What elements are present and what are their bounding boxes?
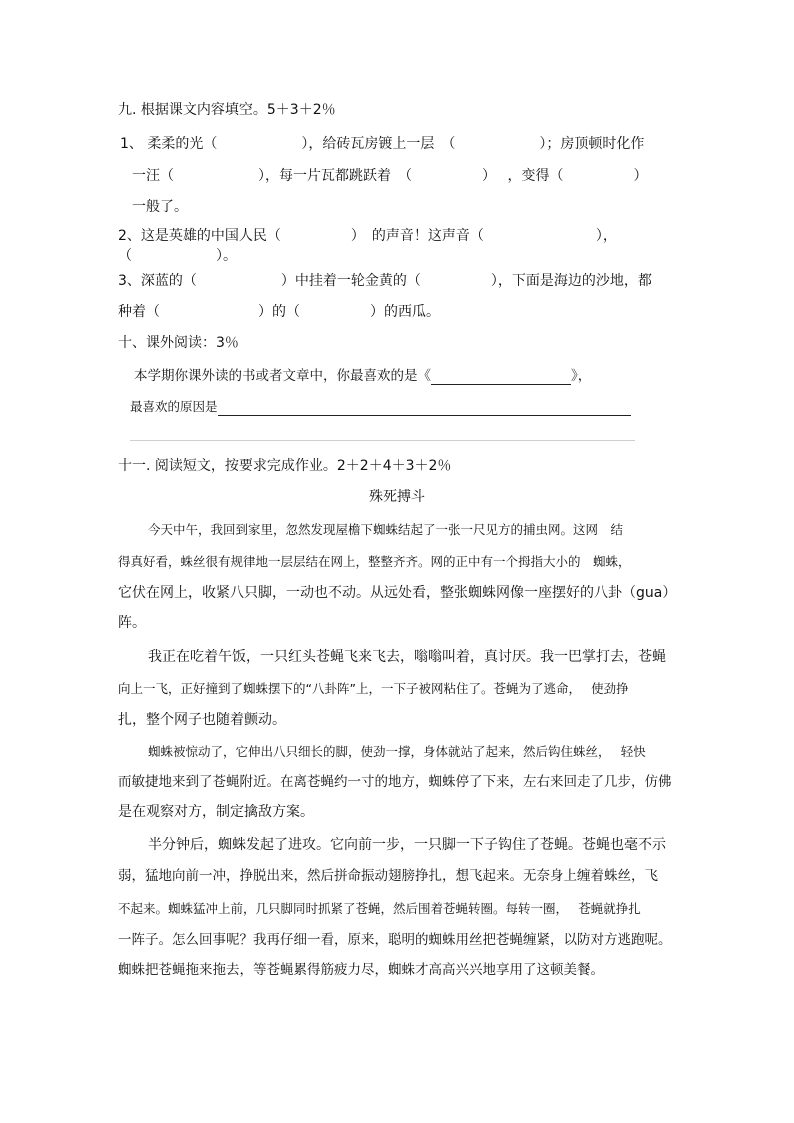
favorite-book-line bbox=[134, 367, 591, 385]
p4-line-2: 弱，猛地向前一冲，挣脱出来，然后拼命振动翅膀挣扎，想飞起来。无奈身上缠着蛛丝，飞 bbox=[118, 868, 658, 884]
divider bbox=[130, 440, 635, 441]
q2-line-2: （ ）。 bbox=[118, 248, 237, 264]
p1-line-2: 得真好看，蛛丝很有规律地一层层结在网上，整整齐齐。网的正中有一个拇指大小的 蜘蛛， bbox=[118, 554, 631, 569]
q2-line-1: 2、这是英雄的中国人民（ ） 的声音！这声音（ ）， bbox=[118, 228, 617, 244]
p2-line-3: 扎，整个网子也随着颤动。 bbox=[118, 712, 286, 728]
p4-line-1: 半分钟后，蜘蛛发起了进攻。它向前一步，一只脚一下子钩住了苍蝇。苍蝇也毫不示 bbox=[148, 837, 666, 853]
favorite-reason-blank[interactable] bbox=[218, 400, 631, 416]
favorite-reason-line bbox=[130, 398, 631, 416]
passage-title: 殊死搏斗 bbox=[369, 489, 425, 505]
section-10-header: 十、课外阅读：3％ bbox=[118, 335, 239, 351]
p4-line-3: 不起来。蜘蛛猛冲上前，几只脚同时抓紧了苍蝇，然后围着苍蝇转圈。每转一圈， 苍蝇就挣扎 bbox=[118, 901, 641, 916]
p1-line-4: 阵。 bbox=[118, 615, 146, 631]
q1-line-2: 一汪（ ），每一片瓦都跳跃着 （ ） ，变得（ ） bbox=[132, 168, 648, 184]
p4-line-4: 一阵子。怎么回事呢？我再仔细一看，原来，聪明的蜘蛛用丝把苍蝇缠紧，以防对方逃跑呢。 bbox=[118, 932, 672, 948]
p1-line-3: 它伏在网上，收紧八只脚，一动也不动。从远处看，整张蜘蛛网像一座摆好的八卦（gua） bbox=[118, 585, 677, 601]
q3-line-1: 3、深蓝的（ ）中挂着一轮金黄的（ ），下面是海边的沙地，都 bbox=[118, 273, 652, 289]
p4-line-5: 蜘蛛把苍蝇拖来拖去，等苍蝇累得筋疲力尽，蜘蛛才高高兴兴地享用了这顿美餐。 bbox=[118, 962, 604, 978]
p2-line-1: 我正在吃着午饭，一只红头苍蝇飞来飞去，嗡嗡叫着，真讨厌。我一巴掌打去，苍蝇 bbox=[148, 649, 666, 665]
p3-line-2: 而敏捷地来到了苍蝇附近。在离苍蝇约一寸的地方，蜘蛛停了下来，左右来回走了几步，仿佛 bbox=[118, 774, 672, 790]
favorite-book-close: 》， bbox=[571, 368, 592, 384]
p1-line-1: 今天中午，我回到家里，忽然发现屋檐下蜘蛛结起了一张一尺见方的捕虫网。这网 结 bbox=[148, 522, 624, 537]
favorite-reason-prompt: 最喜欢的原因是 bbox=[130, 399, 218, 414]
section-11-header: 十一. 阅读短文，按要求完成作业。2＋2＋4＋3＋2％ bbox=[118, 458, 452, 474]
p3-line-3: 是在观察对方，制定擒敌方案。 bbox=[118, 804, 314, 820]
favorite-book-blank[interactable] bbox=[431, 369, 571, 385]
p2-line-2: 向上一飞，正好撞到了蜘蛛摆下的“八卦阵”上，一下子被网粘住了。苍蝇为了逃命， 使劲挣 bbox=[118, 681, 629, 696]
q1-line-3: 一般了。 bbox=[132, 199, 188, 215]
favorite-book-prompt: 本学期你课外读的书或者文章中，你最喜欢的是《 bbox=[134, 368, 431, 384]
q3-line-2: 种着（ ）的（ ）的西瓜。 bbox=[118, 304, 440, 320]
section-9-header: 九. 根据课文内容填空。5＋3＋2％ bbox=[118, 102, 336, 118]
q1-line-1: 1、 柔柔的光（ ），给砖瓦房镀上一层 （ ）；房顶顿时化作 bbox=[120, 136, 645, 152]
p3-line-1: 蜘蛛被惊动了，它伸出八只细长的脚，使劲一撑，身体就站了起来，然后钩住蛛丝， 轻快 bbox=[148, 744, 646, 759]
